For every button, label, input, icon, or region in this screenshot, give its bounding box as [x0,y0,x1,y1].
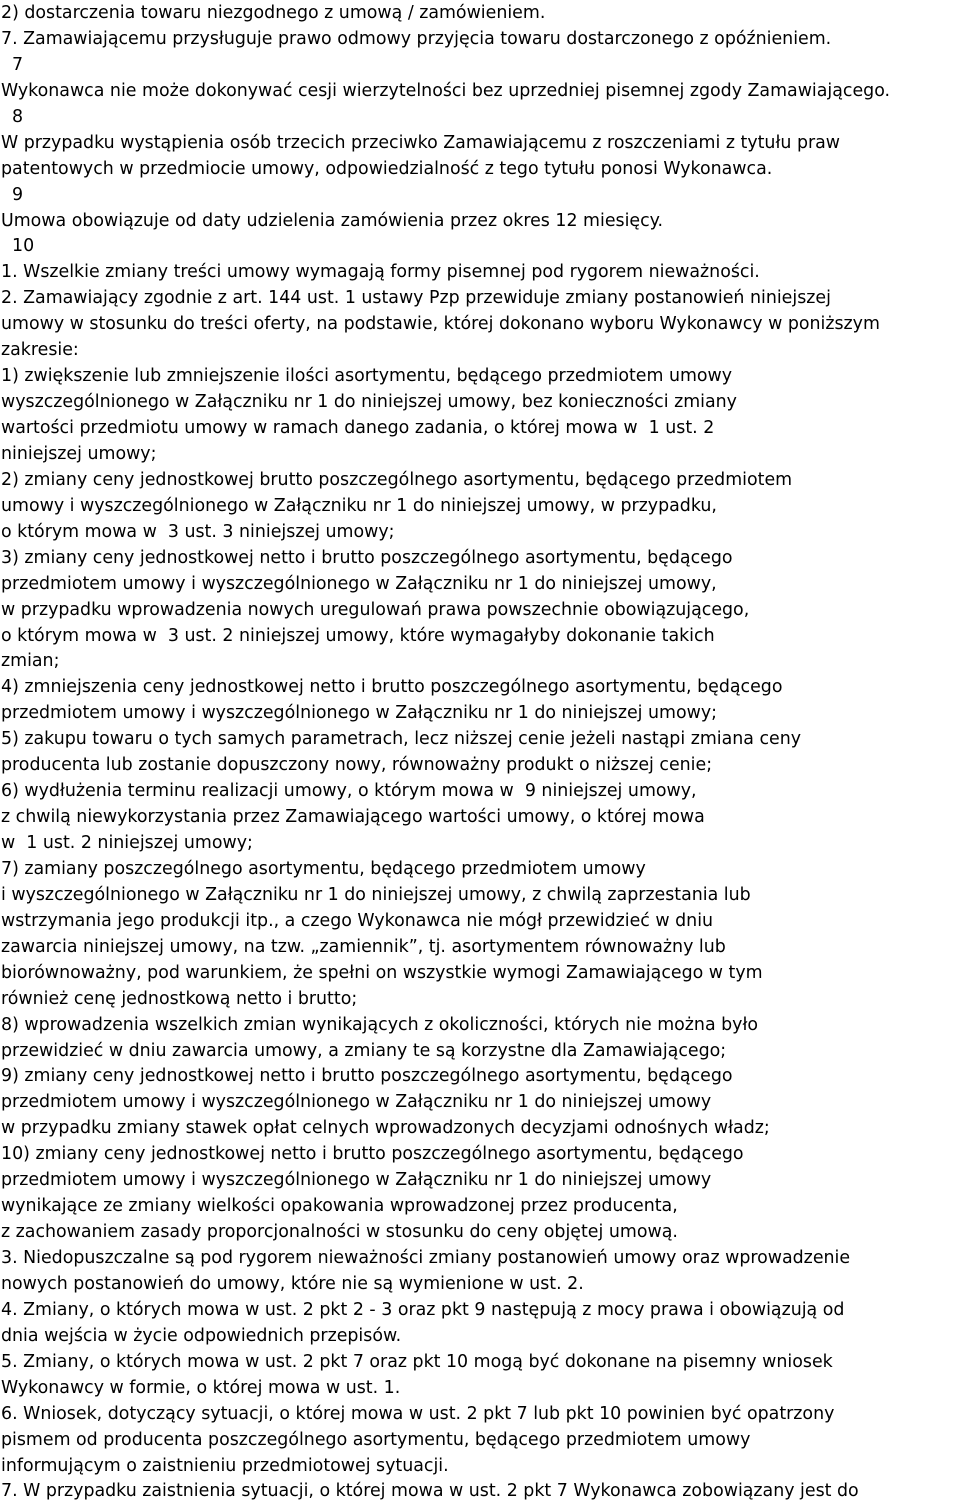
text-line: 5) zakupu towaru o tych samych parametrach, lecz niższej cenie jeżeli nastąpi zmiana ceny [1,729,802,750]
text-line: wynikające ze zmiany wielkości opakowania wprowadzonej przez producenta, [1,1196,678,1217]
text-line: w 1 ust. 2 niniejszej umowy; [1,833,253,853]
text-line: i wyszczególnionego w Załączniku nr 1 do niniejszej umowy, z chwilą zaprzestania lub [1,884,751,905]
text-line: 1. Wszelkie zmiany treści umowy wymagają formy pisemnej pod rygorem nieważności. [1,262,760,283]
text-line: 8) wprowadzenia wszelkich zmian wynikających z okoliczności, których nie można było [1,1014,759,1035]
text-line: 3) zmiany ceny jednostkowej netto i brutto poszczególnego asortymentu, będącego [1,547,733,568]
text-line: wartości przedmiotu umowy w ramach danego zadania, o której mowa w 1 ust. 2 [1,418,715,438]
text-line: 2. Zamawiający zgodnie z art. 144 ust. 1 ustawy Pzp przewiduje zmiany postanowień niniejszej [1,288,831,309]
text-line: 9 [1,184,24,205]
text-line: 4. Zmiany, o których mowa w ust. 2 pkt 2 - 3 oraz pkt 9 następują z mocy prawa i obowiązują od [1,1299,845,1320]
text-line: 9) zmiany ceny jednostkowej netto i brutto poszczególnego asortymentu, będącego [1,1066,733,1087]
text-line: Wykonawca nie może dokonywać cesji wierzytelności bez uprzedniej pisemnej zgody Zamawiającego. [1,80,891,101]
text-line: biorównoważny, pod warunkiem, że spełni on wszystkie wymogi Zamawiającego w tym [1,962,763,983]
text-line: 3. Niedopuszczalne są pod rygorem nieważności zmiany postanowień umowy oraz wprowadzenie [1,1248,851,1268]
text-line: umowy i wyszczególnionego w Załączniku nr 1 do niniejszej umowy, w przypadku, [1,495,717,516]
text-line: 4) zmniejszenia ceny jednostkowej netto i brutto poszczególnego asortymentu, będącego [1,677,783,698]
text-line: Wykonawcy w formie, o której mowa w ust. 1. [1,1377,401,1398]
text-line: Umowa obowiązuje od daty udzielenia zamówienia przez okres 12 miesięcy. [1,210,664,231]
text-line: 7) zamiany poszczególnego asortymentu, będącego przedmiotem umowy [1,858,646,879]
text-line: zawarcia niniejszej umowy, na tzw. „zamiennik”, tj. asortymentem równoważny lub [1,936,726,957]
text-line: również cenę jednostkową netto i brutto; [1,988,358,1009]
text-line: zmian; [1,651,60,672]
text-line: dnia wejścia w życie odpowiednich przepisów. [1,1325,402,1346]
text-line: zakresie: [1,340,79,361]
text-line: przedmiotem umowy i wyszczególnionego w Załączniku nr 1 do niniejszej umowy [1,1170,712,1191]
text-line: producenta lub zostanie dopuszczony nowy, równoważny produkt o niższej cenie; [1,755,713,776]
text-line: 7 [1,54,24,75]
text-line: 6) wydłużenia terminu realizacji umowy, o którym mowa w 9 niniejszej umowy, [1,781,697,802]
text-line: 2) zmiany ceny jednostkowej brutto poszczególnego asortymentu, będącego przedmiotem [1,469,793,490]
text-line: przedmiotem umowy i wyszczególnionego w Załączniku nr 1 do niniejszej umowy, [1,573,717,594]
text-line: 5. Zmiany, o których mowa w ust. 2 pkt 7 oraz pkt 10 mogą być dokonane na pisemny wniosek [1,1351,833,1372]
text-line: patentowych w przedmiocie umowy, odpowiedzialność z tego tytułu ponosi Wykonawca. [1,158,773,179]
text-line: 7. Zamawiającemu przysługuje prawo odmowy przyjęcia towaru dostarczonego z opóźnieniem. [1,28,832,49]
text-line: nowych postanowień do umowy, które nie są wymienione w ust. 2. [1,1273,584,1294]
text-line: 7. W przypadku zaistnienia sytuacji, o której mowa w ust. 2 pkt 7 Wykonawca zobowiązany jest do [1,1481,859,1502]
text-line: niniejszej umowy; [1,443,157,464]
text-line: z chwilą niewykorzystania przez Zamawiającego wartości umowy, o której mowa [1,807,705,828]
text-line: 6. Wniosek, dotyczący sytuacji, o której mowa w ust. 2 pkt 7 lub pkt 10 powinien być opatrzony [1,1403,835,1424]
text-line: W przypadku wystąpienia osób trzecich przeciwko Zamawiającemu z roszczeniami z tytułu praw [1,132,841,153]
text-line: umowy w stosunku do treści oferty, na podstawie, której dokonano wyboru Wykonawcy w poniższym [1,314,880,335]
text-line: 2) dostarczenia towaru niezgodnego z umową / zamówieniem. [1,3,546,23]
document-body [0,1,960,1505]
text-line: przewidzieć w dniu zawarcia umowy, a zmiany te są korzystne dla Zamawiającego; [1,1040,727,1061]
text-line: przedmiotem umowy i wyszczególnionego w Załączniku nr 1 do niniejszej umowy [1,1092,712,1113]
text-line: informującym o zaistnieniu przedmiotowej sytuacji. [1,1455,449,1476]
text-line: w przypadku zmiany stawek opłat celnych wprowadzonych decyzjami odnośnych władz; [1,1118,770,1139]
text-line: wyszczególnionego w Załączniku nr 1 do niniejszej umowy, bez konieczności zmiany [1,392,737,413]
text-line: 10) zmiany ceny jednostkowej netto i brutto poszczególnego asortymentu, będącego [1,1144,744,1165]
text-line: o którym mowa w 3 ust. 3 niniejszej umowy; [1,521,395,542]
text-line: z zachowaniem zasady proporcjonalności w stosunku do ceny objętej umową. [1,1222,678,1243]
text-line: w przypadku wprowadzenia nowych uregulowań prawa powszechnie obowiązującego, [1,599,750,620]
text-line: 1) zwiększenie lub zmniejszenie ilości asortymentu, będącego przedmiotem umowy [1,366,733,387]
text-line: 10 [1,236,35,257]
text-line: pismem od producenta poszczególnego asortymentu, będącego przedmiotem umowy [1,1429,751,1450]
text-line: wstrzymania jego produkcji itp., a czego Wykonawca nie mógł przewidzieć w dniu [1,910,714,931]
text-line: przedmiotem umowy i wyszczególnionego w Załączniku nr 1 do niniejszej umowy; [1,703,717,724]
text-line: 8 [1,106,24,127]
text-line: o którym mowa w 3 ust. 2 niniejszej umowy, które wymagałyby dokonanie takich [1,625,715,646]
